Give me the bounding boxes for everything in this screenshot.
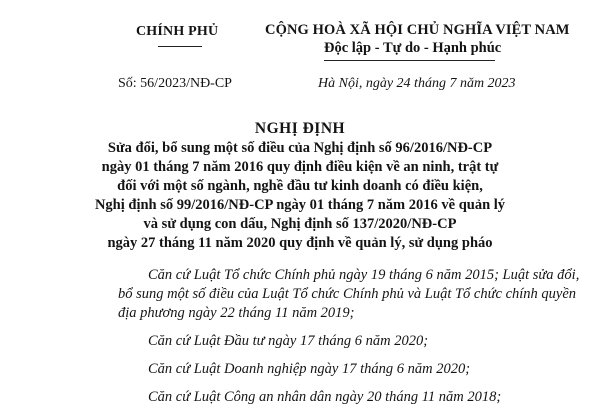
document-type-title: NGHỊ ĐỊNH: [254, 120, 346, 137]
issuing-authority: CHÍNH PHỦ: [136, 24, 219, 39]
legal-basis-line: địa phương ngày 22 tháng 11 năm 2019;: [118, 305, 355, 321]
legal-basis-line: Căn cứ Luật Tổ chức Chính phủ ngày 19 tháng 6 năm 2015; Luật sửa đổi,: [148, 267, 580, 283]
legal-basis-line: bổ sung một số điều của Luật Tổ chức Chính phủ và Luật Tổ chức chính quyền: [118, 286, 577, 302]
subject-line: ngày 01 tháng 7 năm 2016 quy định điều kiện về an ninh, trật tự: [101, 159, 499, 175]
national-name: CỘNG HOÀ XÃ HỘI CHỦ NGHĨA VIỆT NAM: [265, 22, 570, 38]
legal-basis-line: Căn cứ Luật Đầu tư ngày 17 tháng 6 năm 2020;: [148, 333, 429, 349]
motto-underline: [324, 60, 495, 61]
issuer-underline: [158, 46, 202, 47]
subject-line: và sử dụng con dấu, Nghị định số 137/2020/NĐ-CP: [143, 216, 457, 232]
national-motto: Độc lập - Tự do - Hạnh phúc: [324, 40, 502, 56]
legal-basis-line: Căn cứ Luật Doanh nghiệp ngày 17 tháng 6 năm 2020;: [148, 361, 471, 377]
subject-line: ngày 27 tháng 11 năm 2020 quy định về quản lý, sử dụng pháo: [107, 235, 493, 251]
legal-basis-line: Căn cứ Luật Công an nhân dân ngày 20 tháng 11 năm 2018;: [148, 389, 502, 405]
subject-line: Sửa đổi, bổ sung một số điều của Nghị định số 96/2016/NĐ-CP: [107, 140, 493, 156]
subject-line: đối với một số ngành, nghề đầu tư kinh doanh có điều kiện,: [117, 178, 483, 194]
document-number: Số: 56/2023/NĐ-CP: [118, 76, 232, 91]
subject-line: Nghị định số 99/2016/NĐ-CP ngày 01 tháng 7 năm 2016 về quản lý: [94, 197, 506, 213]
place-and-date: Hà Nội, ngày 24 tháng 7 năm 2023: [318, 76, 516, 91]
